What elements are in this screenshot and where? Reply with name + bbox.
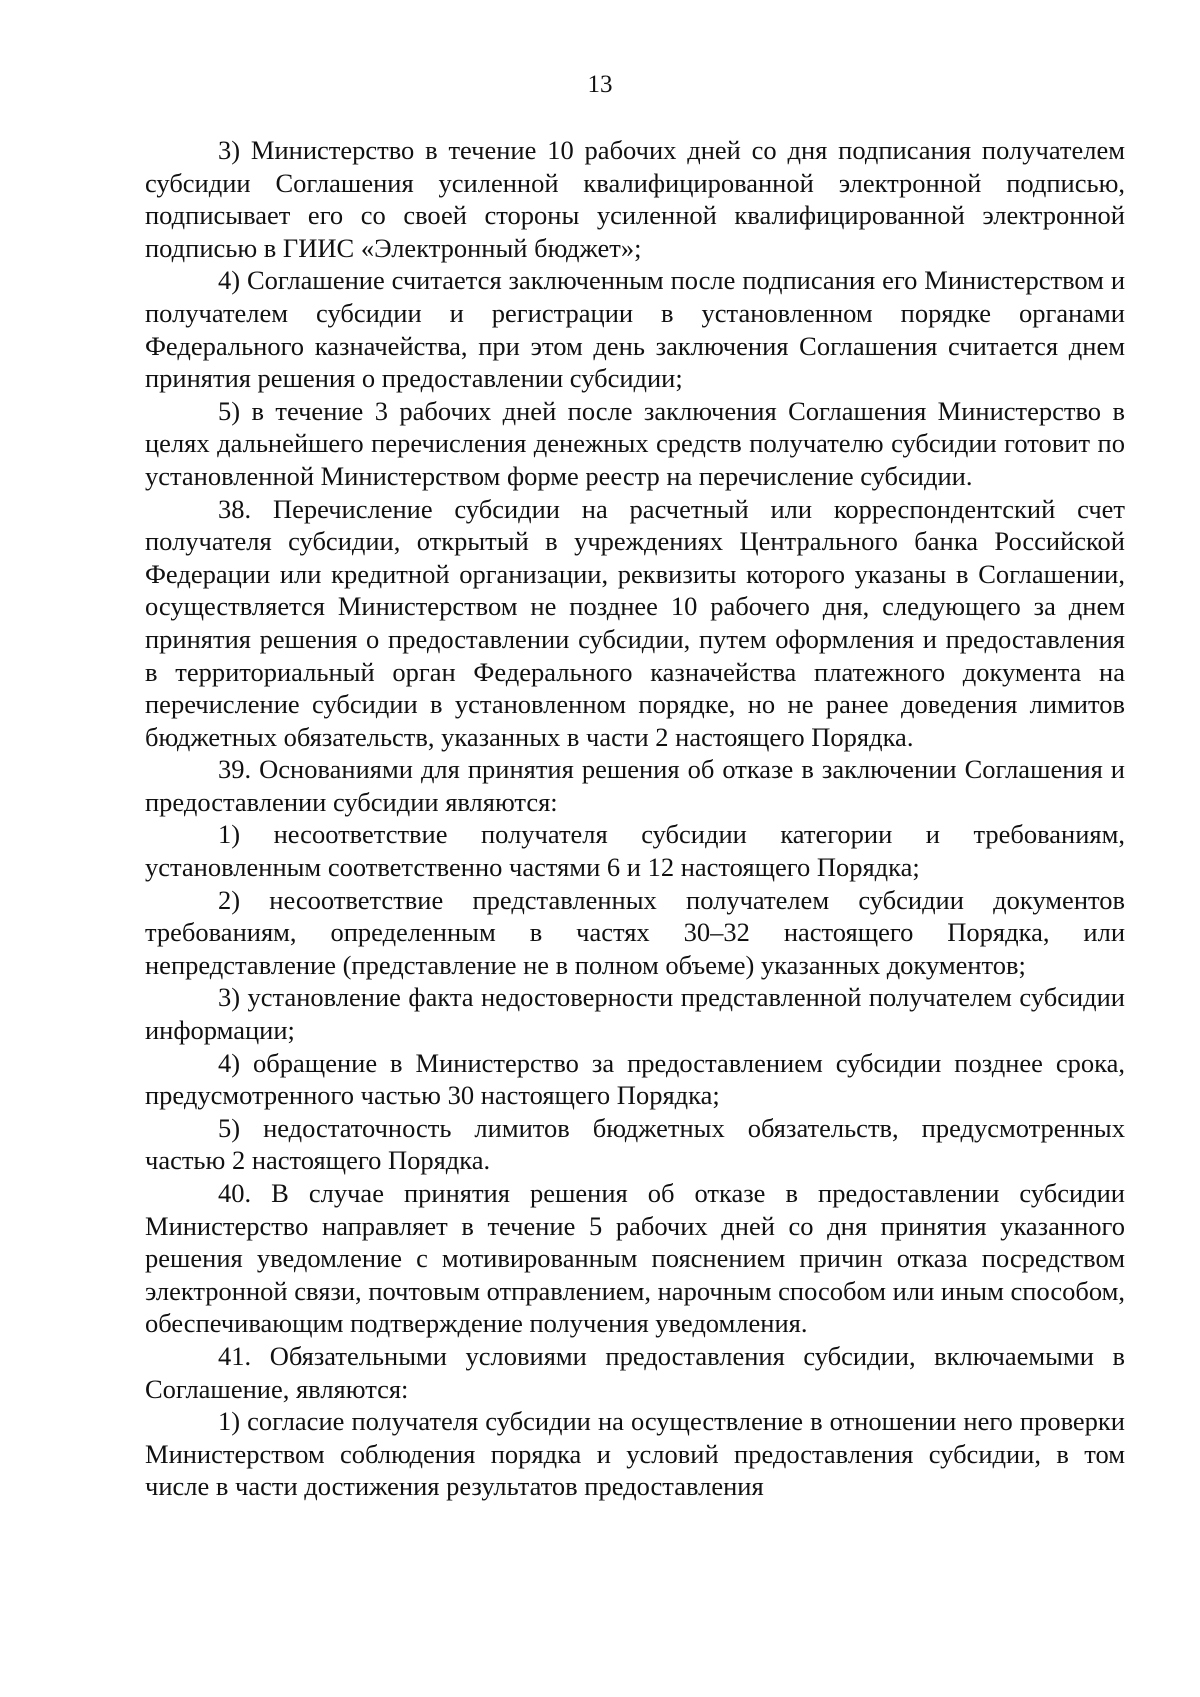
paragraph-41-conditions: 41. Обязательными условиями предоставления субсидии, включаемыми в Соглашение, являются:: [145, 1340, 1125, 1404]
paragraph-item-3-signing: 3) Министерство в течение 10 рабочих дней со дня подписания получателем субсидии Соглашения усиленной квалифицированной электронной подписью, подписывает его со своей стороны усиленной квалифицированной электронной подписью в ГИИС «Электронный бюджет»;: [145, 135, 1125, 263]
document-body: [145, 134, 1125, 1503]
page-number: 13: [587, 71, 613, 98]
paragraph-39-item-4: 4) обращение в Министерство за предоставлением субсидии позднее срока, предусмотренного частью 30 настоящего Порядка;: [145, 1047, 1125, 1111]
paragraph-item-4-agreement-concluded: 4) Соглашение считается заключенным после подписания его Министерством и получателем субсидии и регистрации в установленном порядке органами Федерального казначейства, при этом день заключения Соглашения считается днем принятия решения о предоставлении субсидии;: [145, 265, 1125, 394]
paragraph-40-notification: 40. В случае принятия решения об отказе в предоставлении субсидии Министерство направляет в течение 5 рабочих дней со дня принятия указанного решения уведомление с мотивированным пояснением причин отказа посредством электронной связи, почтовым отправлением, нарочным способом или иным способом, обеспечивающим подтверждение получения уведомления.: [145, 1178, 1125, 1339]
paragraph-39-item-5: 5) недостаточность лимитов бюджетных обязательств, предусмотренных частью 2 настоящего Порядка.: [145, 1112, 1125, 1176]
paragraph-39-item-3: 3) установление факта недостоверности представленной получателем субсидии информации;: [145, 982, 1125, 1046]
paragraph-item-5-registry: 5) в течение 3 рабочих дней после заключения Соглашения Министерство в целях дальнейшего перечисления денежных средств получателю субсидии готовит по установленной Министерством форме реестр на перечисление субсидии.: [145, 395, 1125, 491]
paragraph-41-item-1: 1) согласие получателя субсидии на осуществление в отношении него проверки Министерством соблюдения порядка и условий предоставления субсидии, в том числе в части достижения результатов предоставления: [145, 1406, 1125, 1502]
paragraph-38-transfer: 38. Перечисление субсидии на расчетный или корреспондентский счет получателя субсидии, открытый в учреждениях Центрального банка Российской Федерации или кредитной организации, реквизиты которого указаны в Соглашении, осуществляется Министерством не позднее 10 рабочего дня, следующего за днем принятия решения о предоставлении субсидии, путем оформления и предоставления в территориальный орган Федерального казначейства платежного документа на перечисление субсидии в установленном порядке, но не ранее доведения лимитов бюджетных обязательств, указанных в части 2 настоящего Порядка.: [145, 493, 1125, 752]
paragraph-39-refusal-grounds: 39. Основаниями для принятия решения об отказе в заключении Соглашения и предоставлении субсидии являются:: [145, 754, 1125, 817]
paragraph-39-item-2: 2) несоответствие представленных получателем субсидии документов требованиям, определенным в частях 30–32 настоящего Порядка, или непредставление (представление не в полном объеме) указанных документов;: [145, 884, 1125, 980]
paragraph-39-item-1: 1) несоответствие получателя субсидии категории и требованиям, установленным соответственно частями 6 и 12 настоящего Порядка;: [145, 819, 1125, 883]
